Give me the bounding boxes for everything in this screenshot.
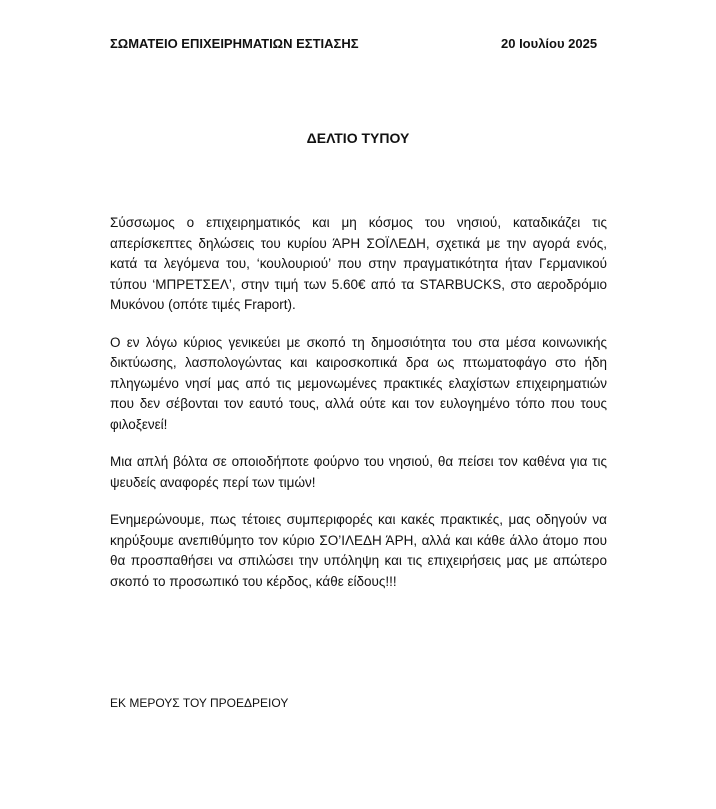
document-date: 20 Ιουλίου 2025 xyxy=(501,36,598,51)
signature-line: ΕΚ ΜΕΡΟΥΣ ΤΟΥ ΠΡΟΕΔΡΕΙΟΥ xyxy=(110,696,289,710)
paragraph-3: Μια απλή βόλτα σε οποιοδήποτε φούρνο του νησιού, θα πείσει τον καθένα για τις ψευδείς αναφορές περί των τιμών! xyxy=(110,454,607,490)
document-body xyxy=(110,213,607,609)
paragraph-1: Σύσσωμος ο επιχειρηματικός και μη κόσμος του νησιού, καταδικάζει τις απερίσκεπτες δηλώσεις του κυρίου ΆΡΗ ΣΟΪΛΕΔΗ, σχετικά με την αγορά ενός, κατά τα λεγόμενα του, ‘κουλουριού’ που στην πραγματικότητα ήταν Γερμανικού τύπου ‘ΜΠΡΕΤΣΕΛ’, στην τιμή των 5.60€ από τα STARBUCKS, στο αεροδρόμιο Μυκόνου (οπότε τιμές Fraport). xyxy=(110,215,607,312)
paragraph-2: Ο εν λόγω κύριος γενικεύει με σκοπό τη δημοσιότητα του στα μέσα κοινωνικής δικτύωσης, λασπολογώντας και καιροσκοπικά δρα ως πτωματοφάγο στο ήδη πληγωμένο νησί μας από τις μεμονωμένες πρακτικές ελαχίστων επιχειρηματιών που δεν σέβονται τον εαυτό τους, αλλά ούτε και τον ευλογημένο τόπο που τους φιλοξενεί! xyxy=(110,334,607,432)
organization-name: ΣΩΜΑΤΕΙΟ ΕΠΙΧΕΙΡΗΜΑΤΙΩΝ ΕΣΤΙΑΣΗΣ xyxy=(110,36,359,51)
paragraph-4: Ενημερώνουμε, πως τέτοιες συμπεριφορές και κακές πρακτικές, μας οδηγούν να κηρύξουμε ανεπιθύμητο τον κύριο ΣΟ’ΙΛΕΔΗ ΆΡΗ, αλλά και κάθε άλλο άτομο που θα προσπαθήσει να σπιλώσει την υπόληψη και τις επιχειρήσεις μας με απώτερο σκοπό το προσωπικό του κέρδος, κάθε είδους!!! xyxy=(110,512,607,589)
document-title: ΔΕΛΤΙΟ ΤΥΠΟΥ xyxy=(306,130,410,146)
